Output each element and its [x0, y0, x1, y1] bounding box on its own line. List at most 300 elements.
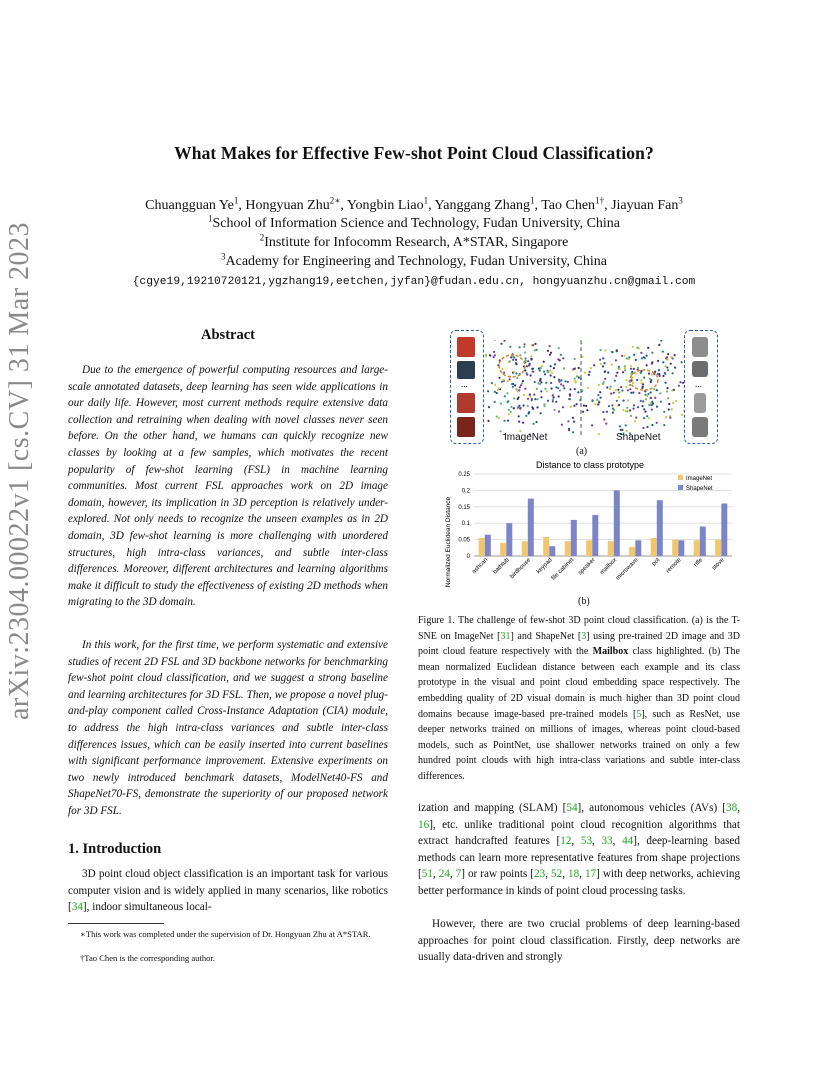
citation-link[interactable]: 54: [566, 802, 578, 814]
tsne-scatter-plots: [484, 340, 684, 435]
tsne-point: [531, 358, 533, 360]
citation-link[interactable]: 31: [500, 630, 511, 642]
tsne-point: [651, 352, 653, 354]
tsne-point: [506, 392, 508, 394]
tsne-point: [656, 406, 658, 408]
tsne-point: [630, 372, 632, 374]
tsne-point: [615, 375, 617, 377]
tsne-point: [642, 400, 644, 402]
tsne-point: [625, 424, 627, 426]
tsne-point: [603, 381, 605, 383]
tsne-point: [512, 386, 514, 388]
body-text: ], autonomous vehicles (AVs) [: [577, 802, 727, 814]
y-tick-label: 0.1: [461, 521, 470, 528]
tsne-point: [602, 411, 604, 413]
tsne-point: [591, 400, 593, 402]
author-name: Chuangguan Ye: [145, 198, 234, 213]
tsne-point: [516, 390, 518, 392]
author-sup: 1: [423, 195, 429, 206]
tsne-point: [513, 397, 515, 399]
tsne-point: [642, 386, 644, 388]
affiliation-1: [0, 213, 828, 232]
tsne-point: [646, 364, 648, 366]
tsne-point: [597, 394, 599, 396]
tsne-point: [644, 357, 646, 359]
author-name: , Jiayuan Fan: [604, 198, 679, 213]
tsne-point: [626, 357, 628, 359]
tsne-point: [530, 355, 532, 357]
subfigure-label-b: (b): [578, 596, 590, 607]
tsne-point: [563, 367, 565, 369]
tsne-point: [557, 387, 559, 389]
tsne-point: [621, 355, 623, 357]
tsne-point: [622, 371, 624, 373]
tsne-point: [508, 409, 510, 411]
tsne-point: [554, 363, 556, 365]
tsne-point: [562, 385, 564, 387]
body-text: ] with deep networks, achieving better performance in kinds of point cloud processing tasks.: [418, 868, 741, 897]
tsne-point: [660, 340, 662, 342]
tsne-point: [642, 405, 644, 407]
tsne-point: [534, 381, 536, 383]
citation-link[interactable]: 34: [71, 901, 83, 914]
body-text: ,: [545, 868, 552, 881]
tsne-point: [580, 378, 582, 380]
tsne-point: [541, 365, 543, 367]
tsne-point: [599, 359, 601, 361]
tsne-point: [555, 386, 557, 388]
tsne-point: [550, 382, 552, 384]
tsne-point: [668, 403, 670, 405]
tsne-point: [547, 350, 549, 352]
author-sup: 2∗: [329, 195, 341, 206]
bar-imagenet-speaker: [586, 540, 592, 556]
affiliation-3: [0, 251, 828, 270]
citation-link[interactable]: 7: [455, 868, 462, 881]
tsne-point: [636, 347, 638, 349]
tsne-point: [530, 374, 532, 376]
citation-link[interactable]: 24: [438, 868, 450, 881]
x-tick-label: rifle: [693, 557, 705, 569]
tsne-point: [500, 343, 502, 345]
tsne-point: [619, 425, 621, 427]
tsne-point: [494, 401, 496, 403]
tsne-point: [551, 387, 553, 389]
tsne-point: [644, 411, 646, 413]
tsne-point: [615, 359, 617, 361]
ellipsis: ...: [695, 379, 702, 389]
tsne-point: [657, 373, 659, 375]
tsne-point: [533, 394, 535, 396]
body-text: ization and mapping (SLAM) [: [418, 802, 567, 814]
tsne-point: [662, 351, 664, 353]
footnote-2: †Tao Chen is the corresponding author.: [80, 953, 215, 963]
tsne-point: [600, 363, 602, 365]
tsne-point: [496, 415, 498, 417]
tsne-point: [637, 367, 639, 369]
tsne-point: [545, 382, 547, 384]
tsne-point: [576, 375, 578, 377]
tsne-point: [574, 358, 576, 360]
intro-text: 3D point cloud object classification is an important task for various computer vision and is widely applied in many scenarios, like robotics [: [68, 868, 388, 914]
figure-caption: [418, 613, 740, 785]
tsne-shapenet: [552, 340, 684, 435]
tsne-point: [572, 417, 574, 419]
y-tick-label: 0.2: [461, 488, 470, 495]
x-tick-labels: [471, 557, 726, 582]
x-tick-label: mailbox: [599, 557, 619, 577]
affiliation-sup: 2: [259, 232, 265, 243]
tsne-point: [532, 368, 534, 370]
tsne-point: [651, 409, 653, 411]
body-text: ,: [449, 868, 456, 881]
tsne-point: [500, 403, 502, 405]
tsne-point: [504, 395, 506, 397]
tsne-point: [603, 418, 605, 420]
bar-shapenet-ashcan: [485, 535, 491, 556]
tsne-point: [640, 400, 642, 402]
legend-swatch: [678, 485, 683, 490]
tsne-point: [648, 404, 650, 406]
tsne-point: [602, 365, 604, 367]
tsne-point: [644, 394, 646, 396]
tsne-point: [510, 356, 512, 358]
tsne-point: [649, 378, 651, 380]
affiliation-text: Institute for Infocomm Research, A*STAR, Singapore: [264, 235, 569, 250]
tsne-point: [494, 354, 496, 356]
tsne-point: [500, 430, 502, 432]
bar-imagenet-ashcan: [479, 538, 485, 556]
arxiv-watermark: arXiv:2304.00022v1 [cs.CV] 31 Mar 2023: [4, 221, 35, 720]
mailbox-image-thumb: [457, 337, 475, 357]
tsne-point: [558, 347, 560, 349]
tsne-point: [533, 423, 535, 425]
body-text: ,: [737, 802, 740, 814]
bar-imagenet-file-cabinet: [565, 541, 571, 556]
x-tick-label: file cabinet: [550, 557, 576, 582]
tsne-point: [508, 413, 510, 415]
tsne-point: [510, 406, 512, 408]
paper-title: What Makes for Effective Few-shot Point Cloud Classification?: [174, 143, 654, 163]
tsne-point: [550, 374, 552, 376]
tsne-point: [515, 363, 517, 365]
tsne-point: [531, 398, 533, 400]
tsne-point: [671, 408, 673, 410]
tsne-point: [538, 367, 540, 369]
tsne-point: [632, 382, 634, 384]
tsne-point: [682, 382, 684, 384]
tsne-point: [659, 392, 661, 394]
tsne-point: [582, 411, 584, 413]
citation-link[interactable]: 23: [534, 868, 546, 881]
tsne-point: [519, 354, 521, 356]
tsne-point: [543, 361, 545, 363]
highlight-ellipse: [630, 370, 658, 390]
tsne-point: [610, 393, 612, 395]
tsne-point: [672, 402, 674, 404]
tsne-point: [624, 369, 626, 371]
tsne-point: [611, 364, 613, 366]
x-tick-label: birdhouse: [509, 557, 533, 581]
right-paragraph-1: [418, 800, 740, 900]
abstract-heading: Abstract: [201, 327, 255, 343]
tsne-point: [540, 390, 542, 392]
tsne-point: [635, 359, 637, 361]
tsne-point: [518, 421, 520, 423]
tsne-point: [519, 346, 521, 348]
legend-label: ShapeNet: [686, 486, 713, 492]
tsne-point: [512, 383, 514, 385]
affiliation-sup: 1: [207, 213, 213, 224]
tsne-point: [508, 361, 510, 363]
tsne-point: [576, 403, 578, 405]
tsne-point: [509, 346, 511, 348]
body-text: ], etc. unlike traditional point cloud recognition algorithms that extract handcrafted features [: [418, 818, 740, 848]
caption-text: class highlighted. (b) The mean normalized Euclidean distance between each example and its class prototype in the visual and point cloud embedding space respectively. The embedding quality of 2D visual domain is much higher than 3D point cloud domains because image-based pre-trained models [: [418, 646, 740, 720]
body-text: ,: [562, 868, 568, 881]
tsne-point: [551, 371, 553, 373]
tsne-point: [521, 382, 523, 384]
tsne-point: [540, 412, 542, 414]
tsne-point: [568, 428, 570, 430]
citation-link[interactable]: 38: [726, 802, 738, 814]
bar-imagenet-pot: [651, 538, 657, 556]
author-name: , Hongyuan Zhu: [238, 198, 330, 213]
tsne-point: [503, 379, 505, 381]
tsne-point: [640, 382, 642, 384]
tsne-point: [651, 373, 653, 375]
body-text: ,: [432, 868, 439, 881]
tsne-point: [667, 353, 669, 355]
tsne-point: [517, 398, 519, 400]
tsne-point: [650, 397, 652, 399]
x-tick-label: microwave: [615, 557, 640, 582]
tsne-point: [597, 403, 599, 405]
bar-imagenet-mailbox: [608, 541, 614, 556]
tsne-point: [619, 368, 621, 370]
tsne-point: [555, 401, 557, 403]
author-name: , Yongbin Liao: [340, 198, 424, 213]
tsne-point: [534, 398, 536, 400]
tsne-point: [512, 359, 514, 361]
tsne-point: [552, 400, 554, 402]
tsne-point: [524, 343, 526, 345]
tsne-point: [572, 431, 574, 433]
tsne-point: [503, 340, 505, 342]
tsne-point: [629, 388, 631, 390]
tsne-point: [589, 371, 591, 373]
footnote-1: ∗This work was completed under the supervision of Dr. Hongyuan Zhu at A*STAR.: [80, 929, 371, 939]
bar-shapenet-speaker: [592, 515, 598, 556]
tsne-point: [683, 410, 684, 412]
caption-bold-class: Mailbox: [592, 646, 629, 658]
body-text: ,: [571, 835, 581, 848]
tsne-point: [507, 420, 509, 422]
tsne-point: [640, 372, 642, 374]
tsne-point: [626, 379, 628, 381]
tsne-point: [617, 389, 619, 391]
tsne-point: [674, 354, 676, 356]
tsne-point: [591, 424, 593, 426]
citation-link[interactable]: 52: [551, 868, 563, 881]
tsne-point: [667, 359, 669, 361]
caption-text: Figure 1. The challenge of few-shot 3D point cloud classification. (a) is the T-SNE on ImageNet [: [418, 615, 740, 642]
mailbox-shape-thumb: [692, 361, 708, 377]
tsne-point: [534, 349, 536, 351]
author-sup: 3: [678, 195, 683, 206]
tsne-point: [552, 394, 554, 396]
tsne-point: [573, 405, 575, 407]
tsne-point: [657, 360, 659, 362]
tsne-point: [627, 399, 629, 401]
tsne-point: [547, 371, 549, 373]
mailbox-image-thumb: [457, 417, 475, 437]
tsne-point: [633, 404, 635, 406]
bar-shapenet-keypad: [549, 546, 555, 556]
tsne-point: [528, 411, 530, 413]
tsne-point: [527, 405, 529, 407]
tsne-point: [624, 367, 626, 369]
tsne-point: [640, 352, 642, 354]
tsne-point: [662, 375, 664, 377]
tsne-point: [535, 421, 537, 423]
tsne-point: [630, 392, 632, 394]
tsne-point: [660, 401, 662, 403]
tsne-point: [525, 360, 527, 362]
tsne-point: [558, 410, 560, 412]
tsne-point: [611, 404, 613, 406]
tsne-point: [666, 390, 668, 392]
author-name: , Yanggang Zhang: [428, 198, 530, 213]
citation-link[interactable]: 53: [580, 835, 593, 848]
mailbox-shape-thumb: [692, 417, 708, 437]
tsne-point: [558, 395, 560, 397]
tsne-point: [613, 392, 615, 394]
tsne-point: [569, 393, 571, 395]
tsne-point: [513, 371, 515, 373]
author-line: [0, 196, 828, 216]
tsne-point: [608, 405, 610, 407]
shapenet-label: ShapeNet: [616, 432, 661, 443]
tsne-point: [647, 393, 649, 395]
tsne-point: [546, 390, 548, 392]
tsne-point: [532, 371, 534, 373]
author-sup: 1†: [595, 195, 605, 206]
body-text: ], deep-learning based methods can learn more representative features from shape projections [: [418, 835, 740, 881]
tsne-point: [498, 417, 500, 419]
tsne-point: [507, 380, 509, 382]
y-tick-label: 0.25: [458, 472, 470, 478]
tsne-point: [586, 409, 588, 411]
citation-link[interactable]: 3: [581, 630, 587, 642]
tsne-point: [664, 373, 666, 375]
legend-swatch: [678, 475, 683, 480]
tsne-point: [525, 415, 527, 417]
x-tick-label: speaker: [577, 557, 597, 577]
tsne-point: [626, 407, 628, 409]
tsne-point: [579, 399, 581, 401]
tsne-point: [515, 388, 517, 390]
tsne-point: [633, 408, 635, 410]
x-tick-label: stove: [711, 557, 726, 572]
tsne-point: [543, 371, 545, 373]
tsne-point: [588, 374, 590, 376]
tsne-point: [606, 386, 608, 388]
y-tick-label: 0: [466, 554, 470, 560]
tsne-point: [669, 415, 671, 417]
tsne-point: [523, 394, 525, 396]
tsne-point: [501, 381, 503, 383]
tsne-point: [549, 354, 551, 356]
y-tick-label: 0.05: [458, 537, 470, 544]
tsne-point: [675, 400, 677, 402]
tsne-point: [618, 404, 620, 406]
tsne-point: [493, 351, 495, 353]
citation-link[interactable]: 33: [601, 835, 613, 848]
tsne-point: [594, 403, 596, 405]
citation-link[interactable]: 18: [567, 868, 580, 881]
citation-link[interactable]: 12: [560, 835, 572, 848]
tsne-point: [507, 400, 509, 402]
citation-link[interactable]: 51: [421, 868, 433, 881]
tsne-point: [651, 424, 653, 426]
tsne-point: [678, 385, 680, 387]
tsne-point: [494, 384, 496, 386]
tsne-point: [569, 398, 571, 400]
tsne-point: [572, 369, 574, 371]
tsne-point: [670, 356, 672, 358]
citation-link[interactable]: 5: [636, 708, 642, 720]
tsne-point: [570, 406, 572, 408]
citation-link[interactable]: 16: [418, 818, 430, 831]
bar-imagenet-bathtub: [500, 543, 506, 556]
tsne-point: [540, 381, 542, 383]
bar-shapenet-rifle: [700, 527, 706, 557]
tsne-point: [641, 357, 643, 359]
bar-shapenet-mailbox: [614, 490, 620, 556]
tsne-point: [629, 384, 631, 386]
tsne-imagenet: [484, 340, 601, 435]
citation-link[interactable]: 17: [584, 868, 597, 881]
tsne-point: [544, 373, 546, 375]
tsne-point: [525, 357, 527, 359]
tsne-point: [540, 396, 542, 398]
tsne-point: [650, 381, 652, 383]
bar-shapenet-birdhouse: [528, 499, 534, 556]
y-tick-labels: [458, 472, 470, 560]
tsne-point: [620, 386, 622, 388]
tsne-point: [643, 377, 645, 379]
tsne-point: [540, 378, 542, 380]
tsne-point: [610, 386, 612, 388]
tsne-point: [632, 391, 634, 393]
tsne-point: [584, 372, 586, 374]
citation-link[interactable]: 44: [622, 835, 634, 848]
tsne-point: [581, 389, 583, 391]
tsne-point: [598, 384, 600, 386]
tsne-point: [654, 397, 656, 399]
tsne-point: [621, 429, 623, 431]
tsne-point: [600, 397, 602, 399]
tsne-point: [518, 415, 520, 417]
tsne-point: [553, 367, 555, 369]
x-tick-label: keypad: [535, 557, 554, 576]
tsne-point: [574, 388, 576, 390]
tsne-point: [550, 365, 552, 367]
image-samples-panel: [450, 330, 484, 444]
tsne-point: [647, 347, 649, 349]
tsne-point: [549, 370, 551, 372]
